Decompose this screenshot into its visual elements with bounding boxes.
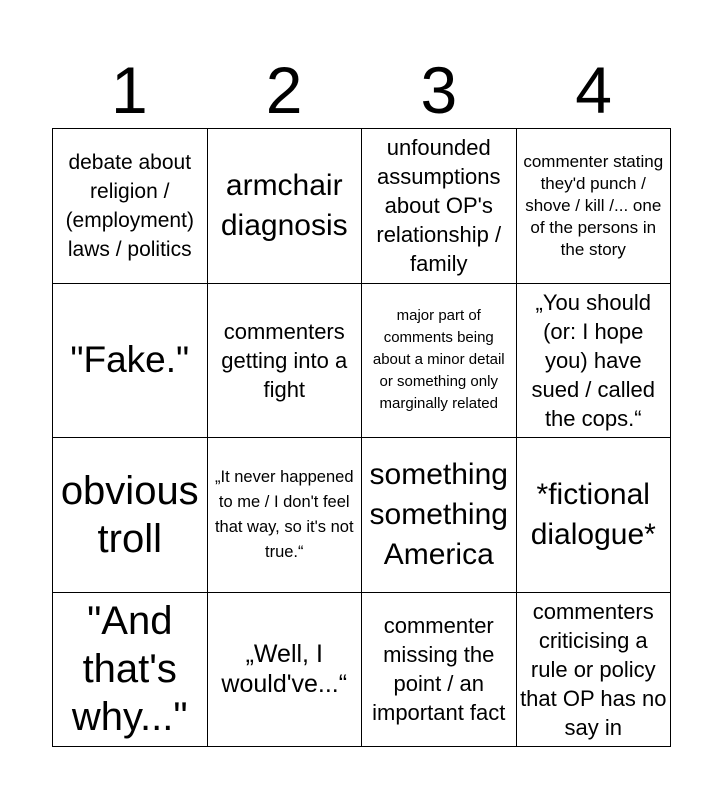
bingo-cell-r4c3[interactable] xyxy=(362,593,517,748)
cell-text: armchair diagnosis xyxy=(220,168,348,242)
cell-text: *fictional dialogue* xyxy=(530,477,656,551)
bingo-cell-r2c1[interactable] xyxy=(53,284,208,439)
bingo-cell-r2c4[interactable] xyxy=(517,284,672,439)
cell-text: commenter missing the point / an important fact xyxy=(372,613,506,726)
bingo-cell-r3c1[interactable] xyxy=(53,438,208,593)
cell-text: commenters getting into a fight xyxy=(221,318,348,402)
bingo-cell-r3c3[interactable] xyxy=(362,438,517,593)
column-header-1: 1 xyxy=(111,53,148,127)
cell-text: obvious troll xyxy=(60,468,199,561)
cell-text: commenters criticising a rule or policy that OP has no say in xyxy=(520,598,667,740)
cell-text: unfounded assumptions about OP's relationship / family xyxy=(376,135,502,277)
cell-text: something something America xyxy=(369,457,508,571)
bingo-cell-r4c4[interactable] xyxy=(517,593,672,748)
cell-text: „Well, I would've...“ xyxy=(221,640,348,699)
column-header-2: 2 xyxy=(265,53,303,127)
cell-text: „You should (or: I hope you) have sued / called the cops.“ xyxy=(531,289,656,431)
column-header-3: 3 xyxy=(420,53,458,127)
bingo-cell-r4c2[interactable] xyxy=(208,593,363,748)
cell-text: „It never happened to me / I don't feel that way, so it's not true.“ xyxy=(214,467,354,561)
bingo-cell-r2c2[interactable] xyxy=(208,284,363,439)
bingo-cell-r2c3[interactable] xyxy=(362,284,517,439)
bingo-cell-r1c2[interactable] xyxy=(208,129,363,284)
cell-text: major part of comments being about a minor detail or something only marginally related xyxy=(372,307,505,413)
bingo-cell-r1c3[interactable] xyxy=(362,129,517,284)
bingo-cell-r3c4[interactable] xyxy=(517,438,672,593)
bingo-cell-r1c4[interactable] xyxy=(517,129,672,284)
cell-text: debate about religion / (employment) laws / politics xyxy=(65,150,194,261)
bingo-cell-r3c2[interactable] xyxy=(208,438,363,593)
cell-text: commenter stating they'd punch / shove / kill /... one of the persons in the story xyxy=(523,151,664,259)
bingo-cell-r1c1[interactable] xyxy=(53,129,208,284)
cell-text: "Fake." xyxy=(70,339,190,381)
column-header-4: 4 xyxy=(575,53,612,127)
column-headers xyxy=(52,52,671,128)
cell-text: "And that's why..." xyxy=(71,599,188,740)
bingo-cell-r4c1[interactable] xyxy=(53,593,208,748)
bingo-board xyxy=(52,128,671,747)
